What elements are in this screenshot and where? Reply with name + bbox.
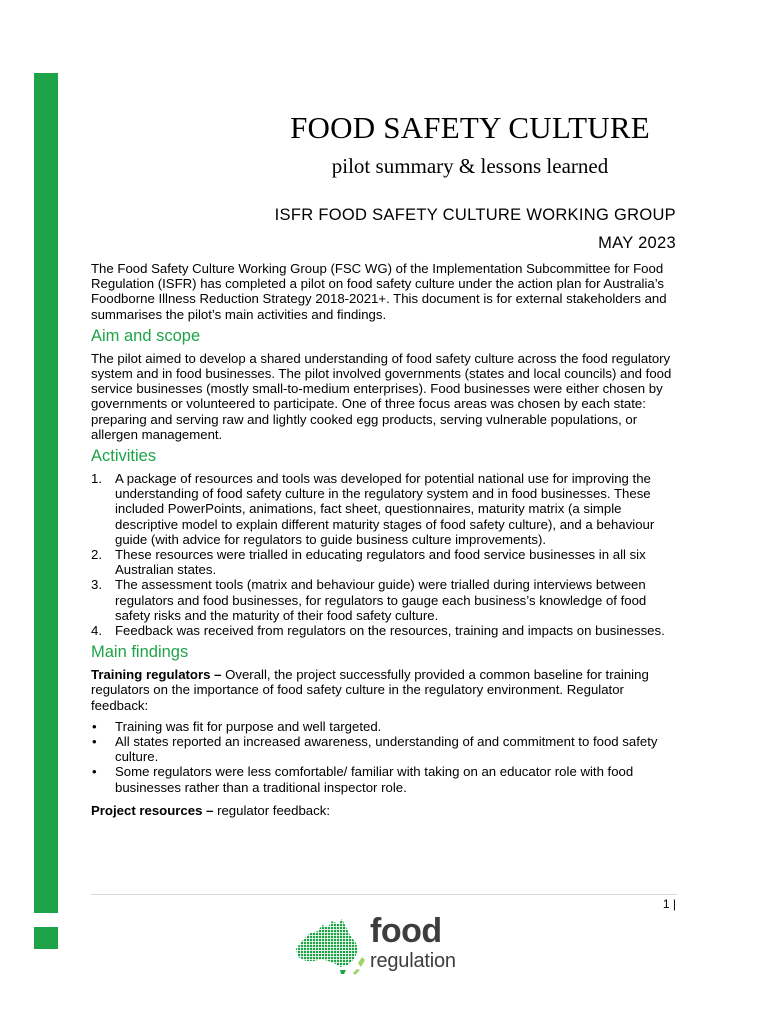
bullet-icon: • [92,734,97,750]
resources-text: regulator feedback: [213,802,330,818]
aim-paragraph: The pilot aimed to develop a shared understanding of food safety culture across the food regulatory system and in food businesses. The pilot involved governments (states and local councils) and food service businesses (mostly small-to-medium enterprises). Food businesses were either chosen by governments or volunteered to participate. One of three focus areas was chosen by each state: preparing and serving raw and lightly cooked egg products, serving vulnerable populations, or allergen management. [91,350,672,442]
list-item [91,764,681,794]
document-subtitle: pilot summary & lessons learned [331,154,609,178]
list-item-text: The assessment tools (matrix and behaviour guide) were trialled during interviews between regulators and food businesses, for regulators to gauge each business’s knowledge of food safety risks and the maturity of their food safety culture. [115,577,647,623]
training-text: Overall, the project successfully provided a common baseline for training regulators on the importance of food safety culture in the regulatory environment. Regulator feedback: [91,667,649,713]
activities-list [91,471,681,638]
aim-heading: Aim and scope [91,326,201,345]
feedback-list [91,719,681,795]
working-group-name: ISFR FOOD SAFETY CULTURE WORKING GROUP [274,206,676,224]
list-number: 4. [91,623,102,639]
logo-wordmark-regulation: regulation [370,950,456,972]
bullet-icon: • [92,764,97,780]
list-item [91,623,681,638]
list-item [91,734,681,764]
document-date: MAY 2023 [598,234,676,252]
activities-heading: Activities [91,447,157,466]
training-label: Training regulators – [91,667,222,683]
list-item-text: All states reported an increased awareness, understanding of and commitment to food safety culture. [115,734,658,765]
list-number: 1. [91,471,102,487]
accent-bar [34,73,58,913]
page-number: 1 | [662,897,676,911]
footer-divider [91,894,677,895]
list-item-text: Feedback was received from regulators on the resources, training and impacts on businesses. [115,623,665,639]
list-item-text: A package of resources and tools was developed for potential national use for improving the understanding of food safety culture in the regulatory system and in food businesses. These included PowerPoints, animations, fact sheet, questionnaires, maturity matrix (a simple descriptive model to explain different maturity stages of food safety culture), and a behaviour guide (with advice for regulators to guide business culture improvements). [115,471,655,547]
resources-paragraph [91,803,681,818]
document-title: FOOD SAFETY CULTURE [290,110,650,145]
findings-heading: Main findings [91,643,189,662]
list-item [91,471,681,547]
list-item [91,547,681,577]
list-number: 2. [91,547,102,563]
resources-label: Project resources – [91,802,214,818]
training-paragraph [91,667,681,713]
list-item-text: Some regulators were less comfortable/ familiar with taking on an educator role with food businesses rather than a traditional inspector role. [115,764,634,795]
accent-square [34,927,58,949]
list-item-text: Training was fit for purpose and well targeted. [115,718,382,734]
list-number: 3. [91,577,102,593]
logo-wordmark-food: food [370,912,442,950]
list-item [91,577,681,623]
document-body [91,261,681,822]
intro-paragraph: The Food Safety Culture Working Group (FSC WG) of the Implementation Subcommittee for Food Regulation (ISFR) has completed a pilot on food safety culture under the action plan for Australia’s Foodborne Illness Reduction Strategy 2018-2021+. This document is for external stakeholders and summarises the pilot’s main activities and findings. [91,261,667,322]
list-item-text: These resources were trialled in educating regulators and food service businesses in all six Australian states. [115,547,646,578]
bullet-icon: • [92,718,97,734]
list-item [91,719,681,734]
